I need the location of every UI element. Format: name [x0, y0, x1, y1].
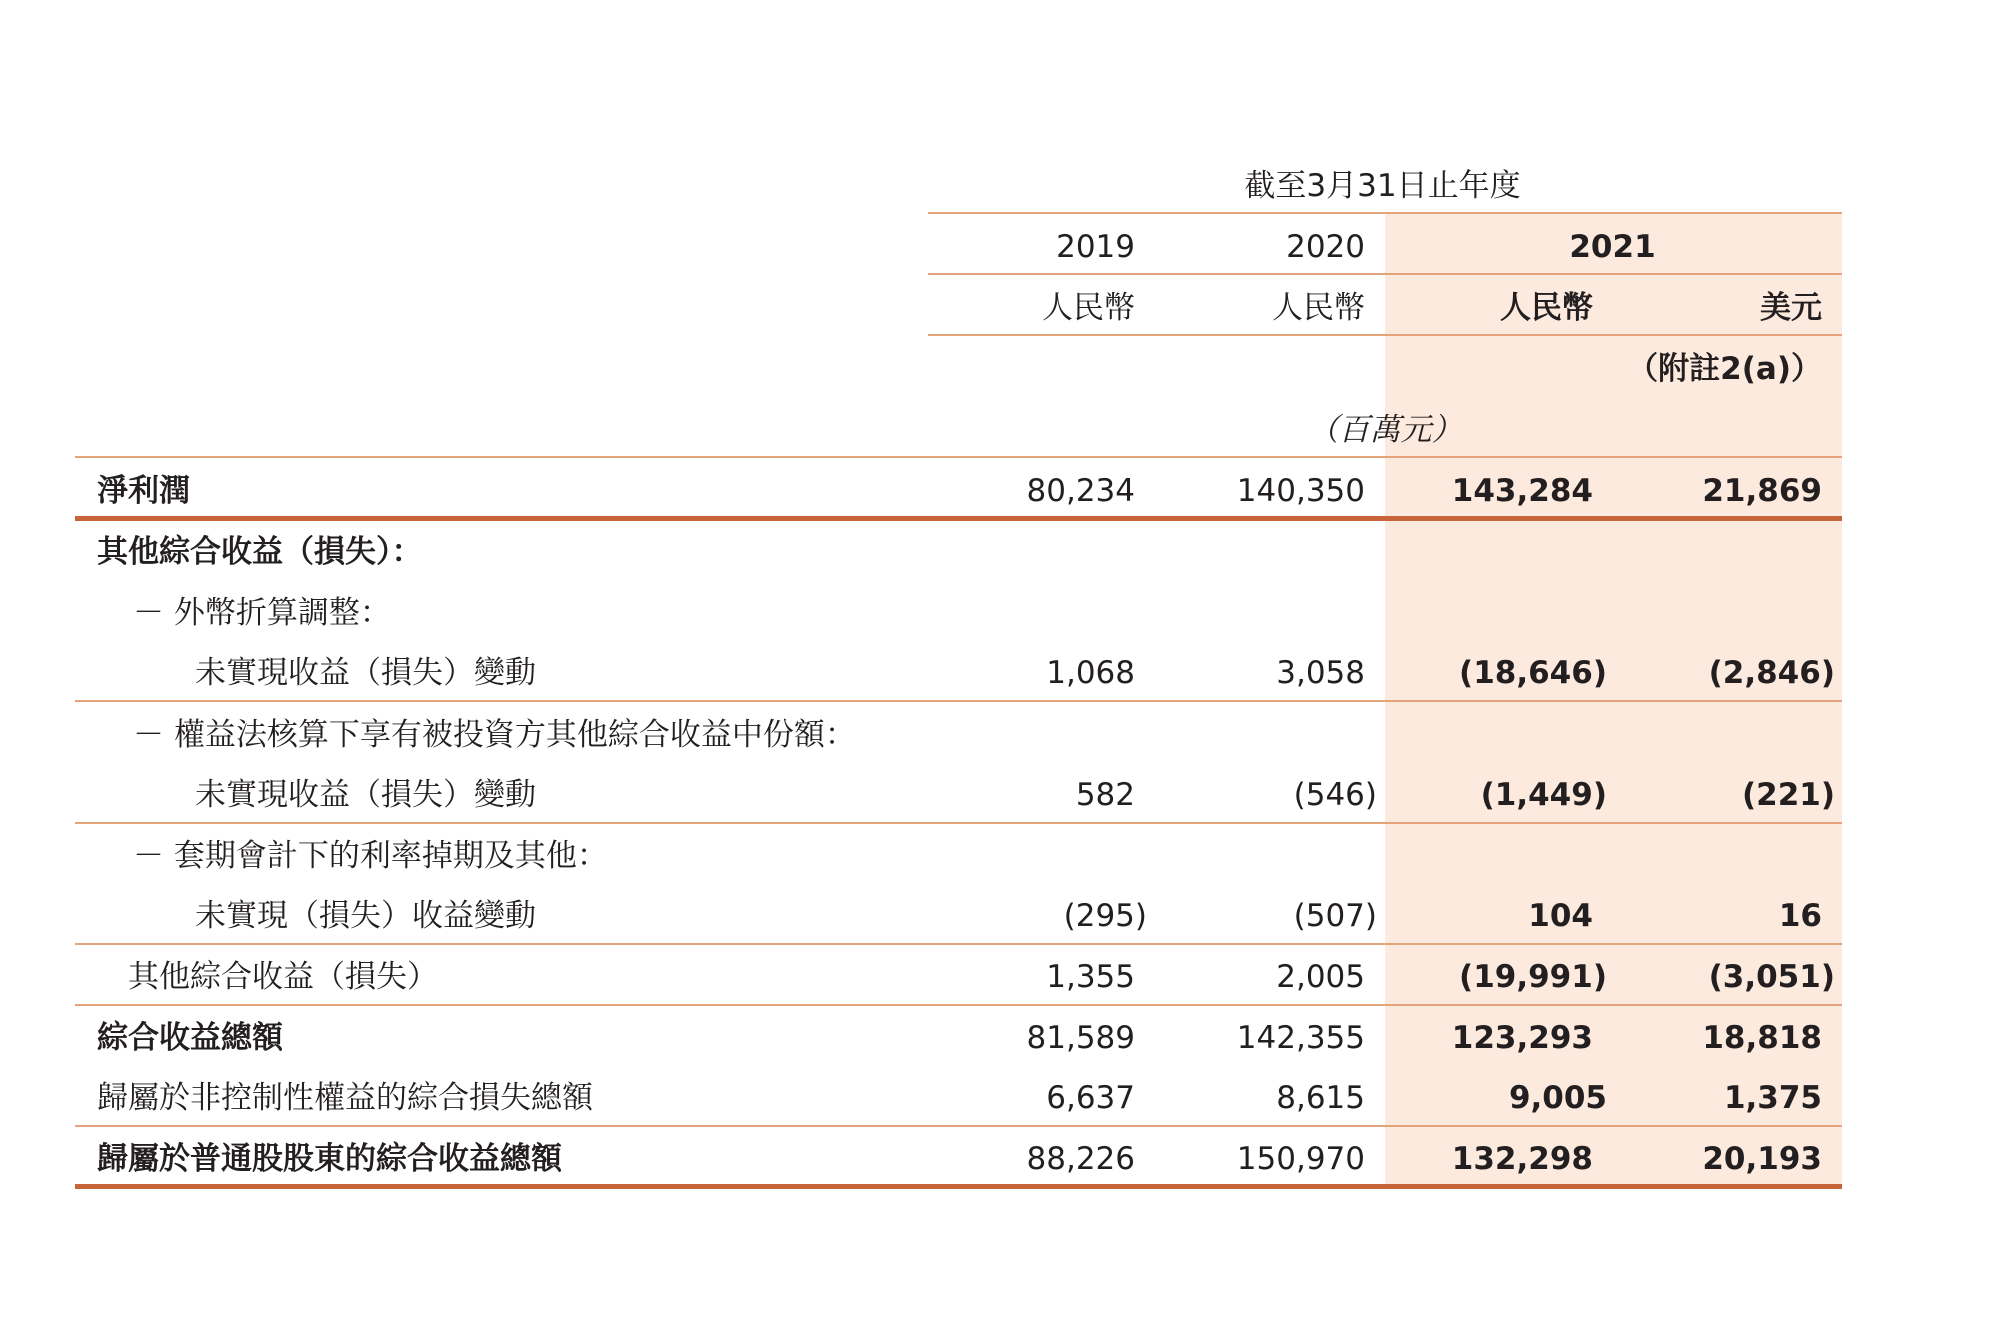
unit-label: （百萬元） — [1307, 412, 1463, 448]
table-bottom-rule — [75, 1184, 1842, 1189]
subsection-heading: － 外幣折算調整： — [133, 595, 391, 631]
year-2020: 2020 — [1286, 229, 1365, 265]
value-2021-rmb: 104 — [1528, 898, 1593, 934]
header-rule — [928, 273, 1842, 275]
row-label: 綜合收益總額 — [97, 1020, 283, 1056]
value-2020: (546) — [1293, 777, 1377, 813]
row-rule — [75, 1125, 1842, 1127]
year-2021: 2021 — [1569, 229, 1656, 265]
note-reference: （附註2(a)） — [1627, 351, 1822, 387]
value-2020: 142,355 — [1236, 1020, 1365, 1056]
section-heading: 其他綜合收益（損失）： — [97, 534, 423, 570]
value-2019: 88,226 — [1026, 1141, 1135, 1177]
row-label: 未實現收益（損失）變動 — [195, 655, 536, 691]
header-rule — [928, 212, 1842, 214]
row-rule — [75, 1004, 1842, 1006]
row-label: 淨利潤 — [97, 473, 190, 509]
value-2021-usd: 1,375 — [1723, 1080, 1822, 1116]
value-2021-rmb: 143,284 — [1451, 473, 1593, 509]
header-rule — [928, 334, 1842, 336]
value-2021-rmb: (19,991) — [1459, 959, 1607, 995]
value-2021-rmb: 9,005 — [1508, 1080, 1607, 1116]
value-2021-usd: (221) — [1741, 777, 1835, 813]
value-2020: 150,970 — [1236, 1141, 1365, 1177]
value-2019: 6,637 — [1046, 1080, 1135, 1116]
row-rule — [75, 700, 1842, 702]
row-label: 未實現收益（損失）變動 — [195, 777, 536, 813]
year-2019: 2019 — [1056, 229, 1135, 265]
value-2021-usd: (3,051) — [1708, 959, 1835, 995]
value-2021-rmb: (1,449) — [1480, 777, 1607, 813]
value-2020: (507) — [1293, 898, 1377, 934]
row-label: 其他綜合收益（損失） — [128, 959, 438, 995]
value-2019: 1,068 — [1046, 655, 1135, 691]
value-2019: (295) — [1063, 898, 1147, 934]
value-2019: 1,355 — [1046, 959, 1135, 995]
currency-2021-rmb: 人民幣 — [1500, 290, 1593, 326]
subsection-heading: － 權益法核算下享有被投資方其他綜合收益中份額： — [133, 717, 856, 753]
value-2020: 140,350 — [1236, 473, 1365, 509]
value-2021-rmb: 123,293 — [1451, 1020, 1593, 1056]
value-2019: 80,234 — [1026, 473, 1135, 509]
row-label: 歸屬於非控制性權益的綜合損失總額 — [97, 1080, 593, 1116]
currency-2020: 人民幣 — [1272, 290, 1365, 326]
value-2019: 582 — [1075, 777, 1135, 813]
period-header: 截至3月31日止年度 — [1244, 168, 1521, 204]
row-rule — [75, 822, 1842, 824]
value-2021-usd: (2,846) — [1708, 655, 1835, 691]
value-2020: 8,615 — [1276, 1080, 1365, 1116]
value-2021-rmb: (18,646) — [1459, 655, 1607, 691]
currency-2019: 人民幣 — [1042, 290, 1135, 326]
value-2020: 3,058 — [1276, 655, 1365, 691]
value-2021-rmb: 132,298 — [1451, 1141, 1593, 1177]
value-2021-usd: 16 — [1778, 898, 1822, 934]
value-2020: 2,005 — [1276, 959, 1365, 995]
net-profit-rule — [75, 516, 1842, 521]
value-2021-usd: 20,193 — [1702, 1141, 1822, 1177]
row-label: 未實現（損失）收益變動 — [195, 898, 536, 934]
currency-2021-usd: 美元 — [1760, 290, 1822, 326]
row-rule — [75, 943, 1842, 945]
value-2019: 81,589 — [1026, 1020, 1135, 1056]
value-2021-usd: 18,818 — [1702, 1020, 1822, 1056]
value-2021-usd: 21,869 — [1702, 473, 1822, 509]
subsection-heading: － 套期會計下的利率掉期及其他： — [133, 838, 608, 874]
row-label: 歸屬於普通股股東的綜合收益總額 — [97, 1141, 562, 1177]
table-top-rule — [75, 456, 1842, 458]
